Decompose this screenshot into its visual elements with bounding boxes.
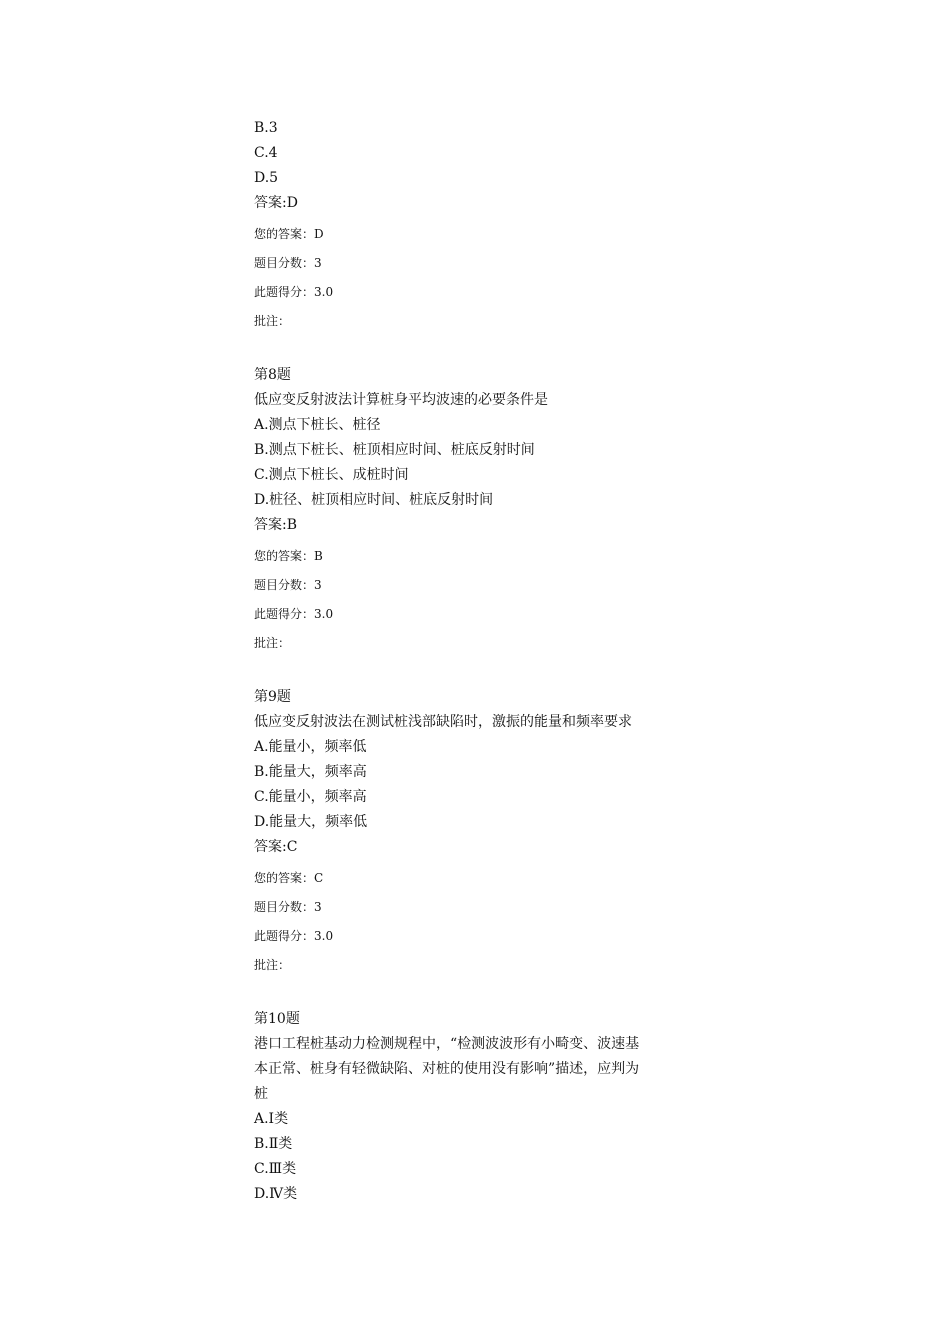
option-b: B.Ⅱ类 bbox=[254, 1136, 293, 1152]
option-d: D.桩径、桩顶相应时间、桩底反射时间 bbox=[254, 492, 494, 508]
option-d: D.Ⅳ类 bbox=[254, 1186, 298, 1202]
question-stem-line-3: 桩 bbox=[254, 1086, 268, 1102]
question-8 bbox=[254, 363, 714, 658]
question-title: 第10题 bbox=[254, 1011, 300, 1027]
your-answer: 您的答案：B bbox=[254, 549, 323, 563]
question-9 bbox=[254, 685, 714, 980]
option-d: D.5 bbox=[254, 170, 279, 186]
option-c: C.Ⅲ类 bbox=[254, 1161, 297, 1177]
option-c: C.测点下桩长、成桩时间 bbox=[254, 467, 409, 483]
question-stem-line-1: 港口工程桩基动力检测规程中，“检测波波形有小畸变、波速基 bbox=[254, 1036, 640, 1052]
quiz-content bbox=[254, 116, 714, 1207]
correct-answer: 答案:C bbox=[254, 839, 298, 855]
option-a: A.Ⅰ类 bbox=[254, 1111, 289, 1127]
question-title: 第9题 bbox=[254, 689, 291, 705]
option-c: C.能量小，频率高 bbox=[254, 789, 367, 805]
option-b: B.测点下桩长、桩顶相应时间、桩底反射时间 bbox=[254, 442, 535, 458]
option-c: C.4 bbox=[254, 145, 278, 161]
correct-answer: 答案:B bbox=[254, 517, 298, 533]
comment-label: 批注： bbox=[254, 636, 291, 650]
comment-label: 批注： bbox=[254, 958, 291, 972]
option-d: D.能量大，频率低 bbox=[254, 814, 368, 830]
comment-label: 批注： bbox=[254, 314, 291, 328]
option-b: B.能量大，频率高 bbox=[254, 764, 367, 780]
question-stem: 低应变反射波法计算桩身平均波速的必要条件是 bbox=[254, 392, 548, 408]
question-points: 题目分数：3 bbox=[254, 900, 322, 914]
question-score: 此题得分：3.0 bbox=[254, 607, 334, 621]
question-score: 此题得分：3.0 bbox=[254, 929, 334, 943]
question-points: 题目分数：3 bbox=[254, 256, 322, 270]
question-score: 此题得分：3.0 bbox=[254, 285, 334, 299]
question-10 bbox=[254, 1007, 714, 1207]
your-answer: 您的答案：D bbox=[254, 227, 324, 241]
question-points: 题目分数：3 bbox=[254, 578, 322, 592]
question-7 bbox=[254, 116, 714, 336]
correct-answer: 答案:D bbox=[254, 195, 298, 211]
option-b: B.3 bbox=[254, 120, 278, 136]
question-stem-line-2: 本正常、桩身有轻微缺陷、对桩的使用没有影响”描述，应判为 bbox=[254, 1061, 640, 1077]
option-a: A.测点下桩长、桩径 bbox=[254, 417, 381, 433]
question-title: 第8题 bbox=[254, 367, 291, 383]
option-a: A.能量小，频率低 bbox=[254, 739, 367, 755]
your-answer: 您的答案：C bbox=[254, 871, 324, 885]
question-stem: 低应变反射波法在测试桩浅部缺陷时，激振的能量和频率要求 bbox=[254, 714, 632, 730]
